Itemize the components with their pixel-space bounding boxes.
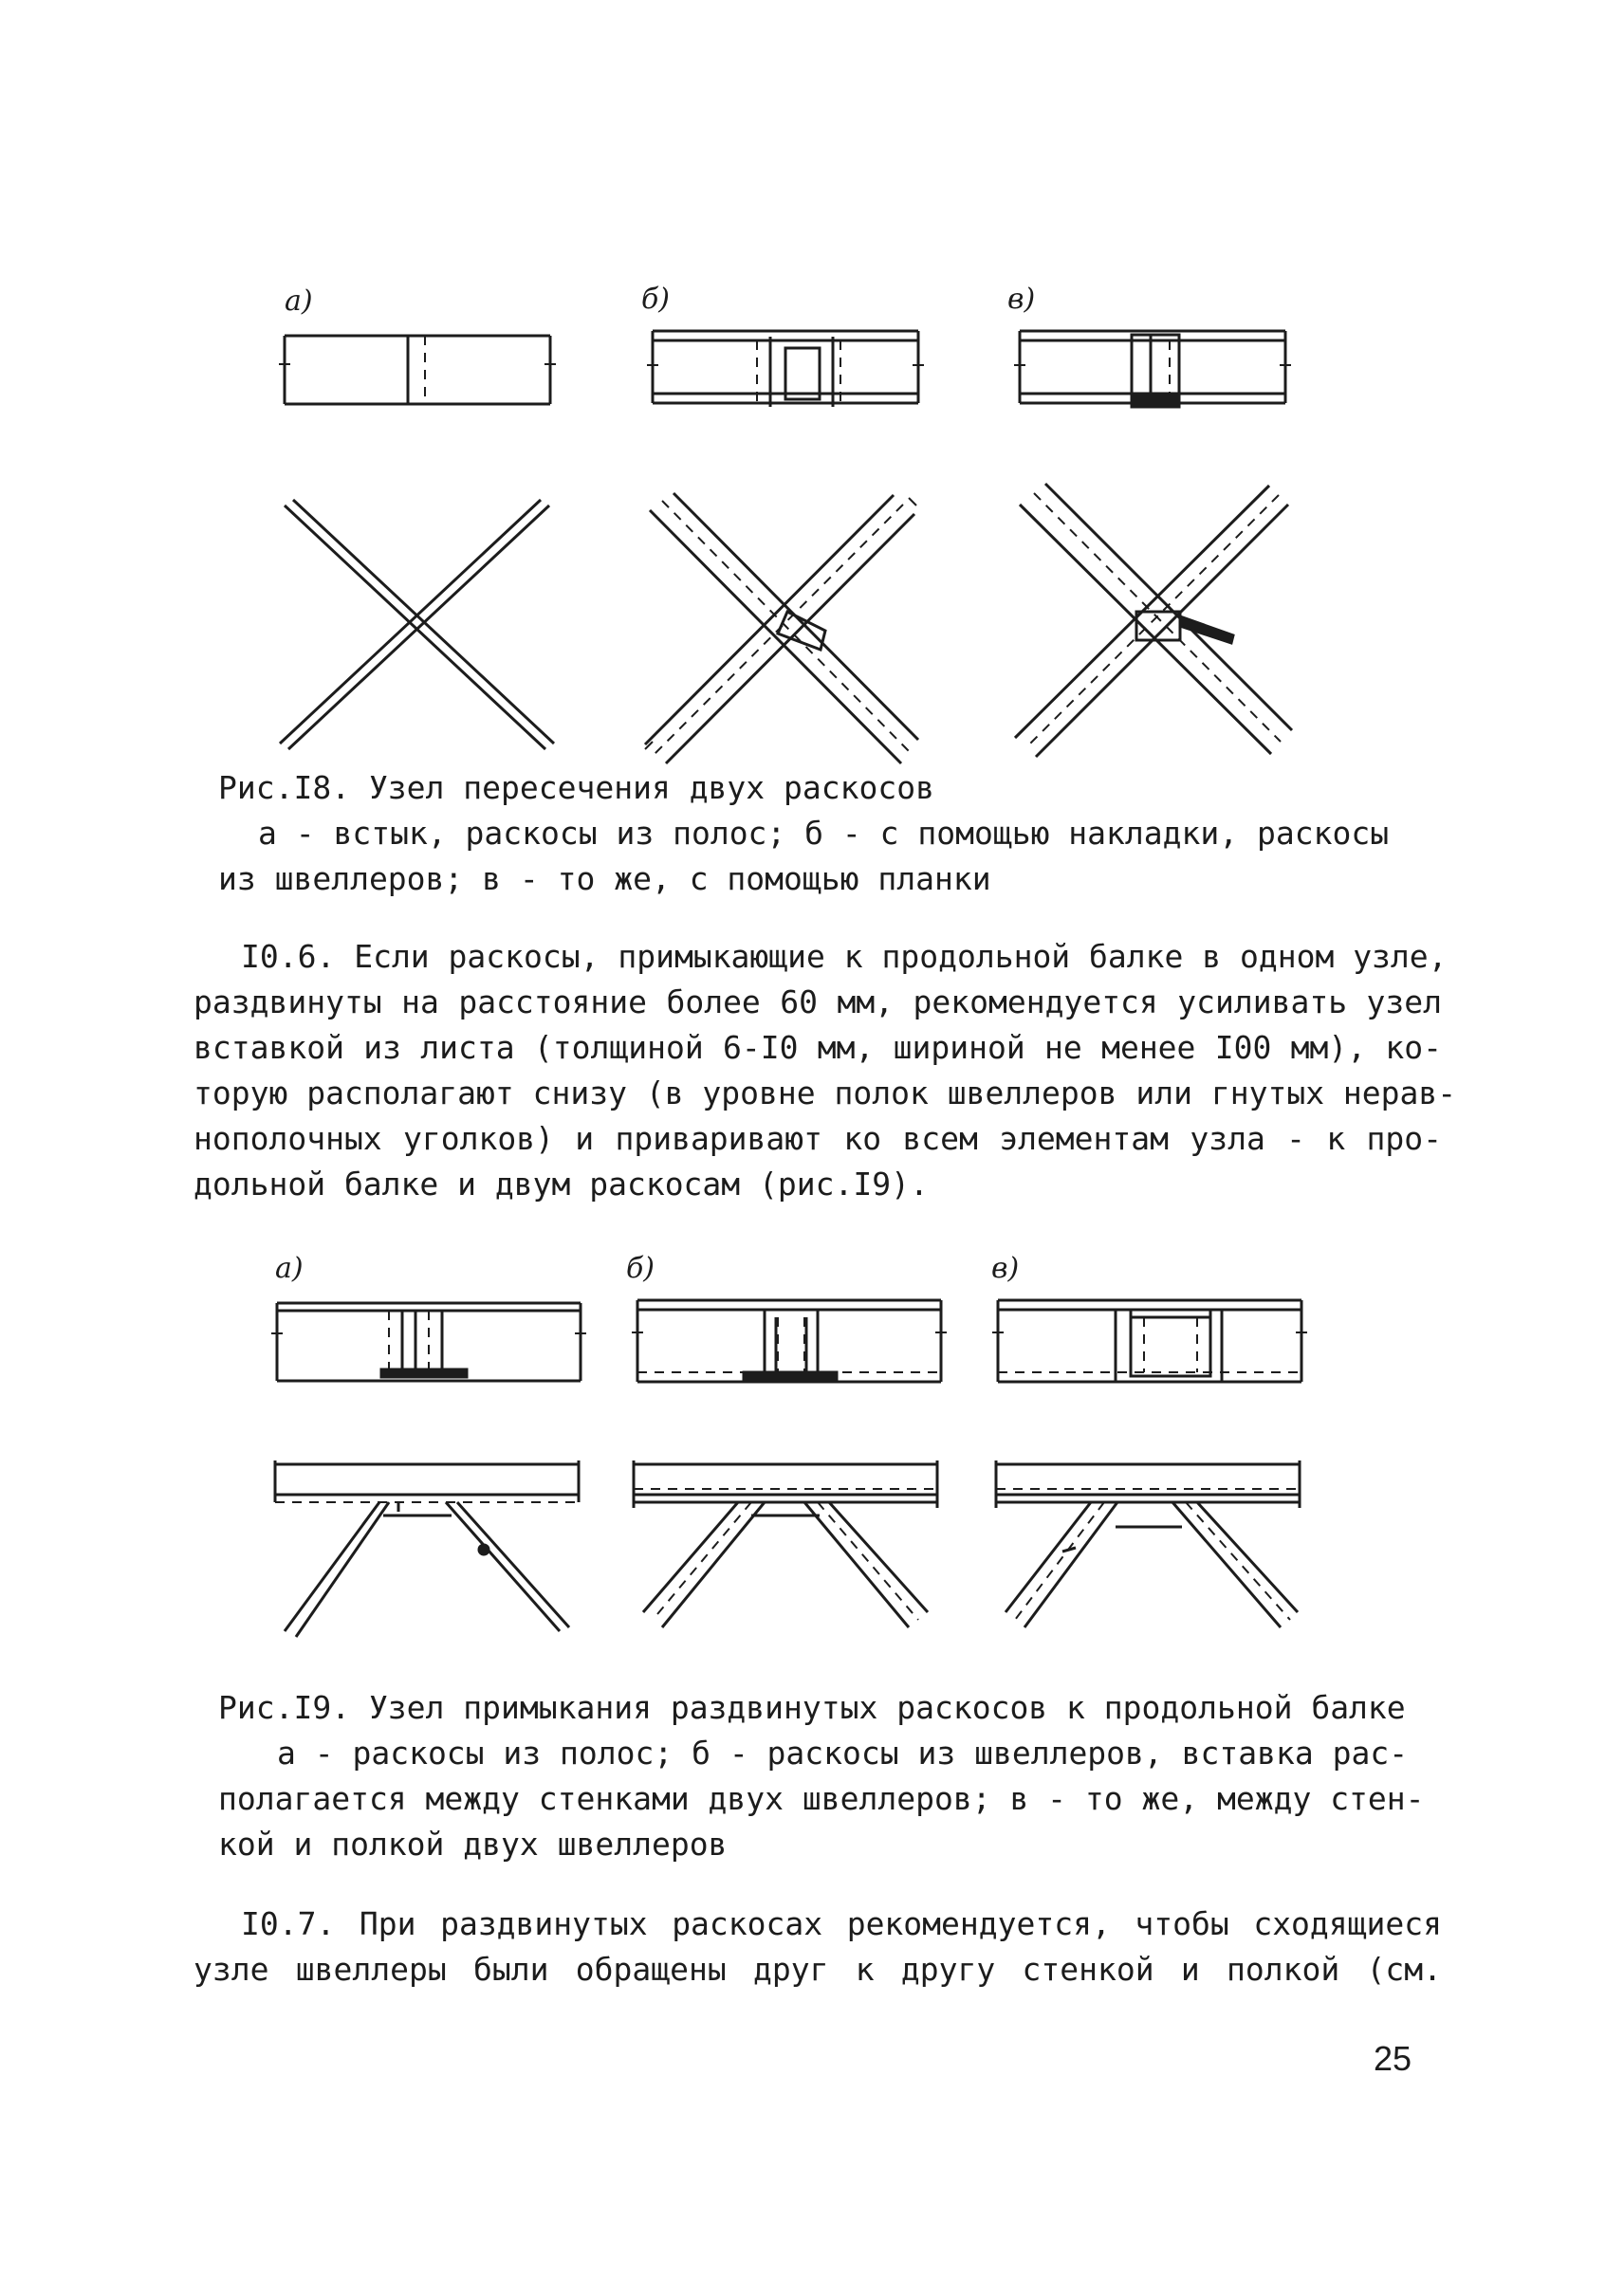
- fig18v-crossing-view: [1015, 484, 1300, 759]
- fig18-caption-title: Рис.I8. Узел пересечения двух раскосов: [218, 769, 934, 806]
- fig19a-side-view: [275, 1460, 598, 1641]
- fig18b-crossing-view: [645, 493, 930, 768]
- para-10-6-line1: I0.6. Если раскосы, примыкающие к продольной балке в одном узле,: [241, 938, 1448, 975]
- fig18v-top-view: [1020, 327, 1295, 408]
- para-10-7-line1: I0.7. При раздвинутых раскосах рекомендуется, чтобы сходящиеся: [241, 1905, 1442, 1942]
- fig19-label-v: в): [991, 1252, 1020, 1285]
- fig19b-side-view: [634, 1460, 956, 1641]
- fig19-caption-line3: полагается между стенками двух швеллеров; в - то же, между стен-: [218, 1780, 1425, 1817]
- fig19-caption-line4: кой и полкой двух швеллеров: [218, 1826, 728, 1863]
- fig19v-top-view: [998, 1296, 1311, 1387]
- fig18-label-a: а): [285, 285, 313, 318]
- fig19a-top-view: [277, 1299, 590, 1385]
- fig18a-crossing-view: [280, 498, 564, 759]
- fig19-caption-title: Рис.I9. Узел примыкания раздвинутых раскосов к продольной балке: [218, 1689, 1406, 1726]
- para-10-6-line6: дольной балке и двум раскосам (рис.I9).: [194, 1166, 929, 1203]
- para-10-7-line2: узле швеллеры были обращены друг к другу стенкой и полкой (см.: [194, 1951, 1442, 1988]
- fig19v-side-view: [996, 1460, 1319, 1641]
- para-10-6-line4: торую располагают снизу (в уровне полок швеллеров или гнутых нерав-: [194, 1075, 1457, 1111]
- fig18-label-b: б): [641, 283, 671, 316]
- fig18b-top-view: [653, 327, 928, 408]
- fig19-label-a: а): [275, 1252, 304, 1285]
- para-10-6-line5: нополочных уголков) и приваривают ко всем элементам узла - к про-: [194, 1120, 1442, 1157]
- fig19-caption-line2: а - раскосы из полос; б - раскосы из швеллеров, вставка рас-: [277, 1735, 1409, 1772]
- para-10-6-line3: вставкой из листа (толщиной 6-I0 мм, шириной не менее I00 мм), ко-: [194, 1029, 1442, 1066]
- fig19-label-b: б): [626, 1252, 655, 1285]
- fig18a-top-view: [285, 332, 560, 408]
- fig18-caption-line3: из швеллеров; в - то же, с помощью планки: [218, 860, 991, 897]
- fig18-caption-line2: а - встык, раскосы из полос; б - с помощью накладки, раскосы: [258, 815, 1390, 852]
- page-number: 25: [1374, 2039, 1412, 2078]
- fig19b-top-view: [637, 1296, 950, 1387]
- para-10-6-line2: раздвинуты на расстояние более 60 мм, рекомендуется усиливать узел: [194, 983, 1442, 1020]
- fig18-label-v: в): [1007, 283, 1036, 316]
